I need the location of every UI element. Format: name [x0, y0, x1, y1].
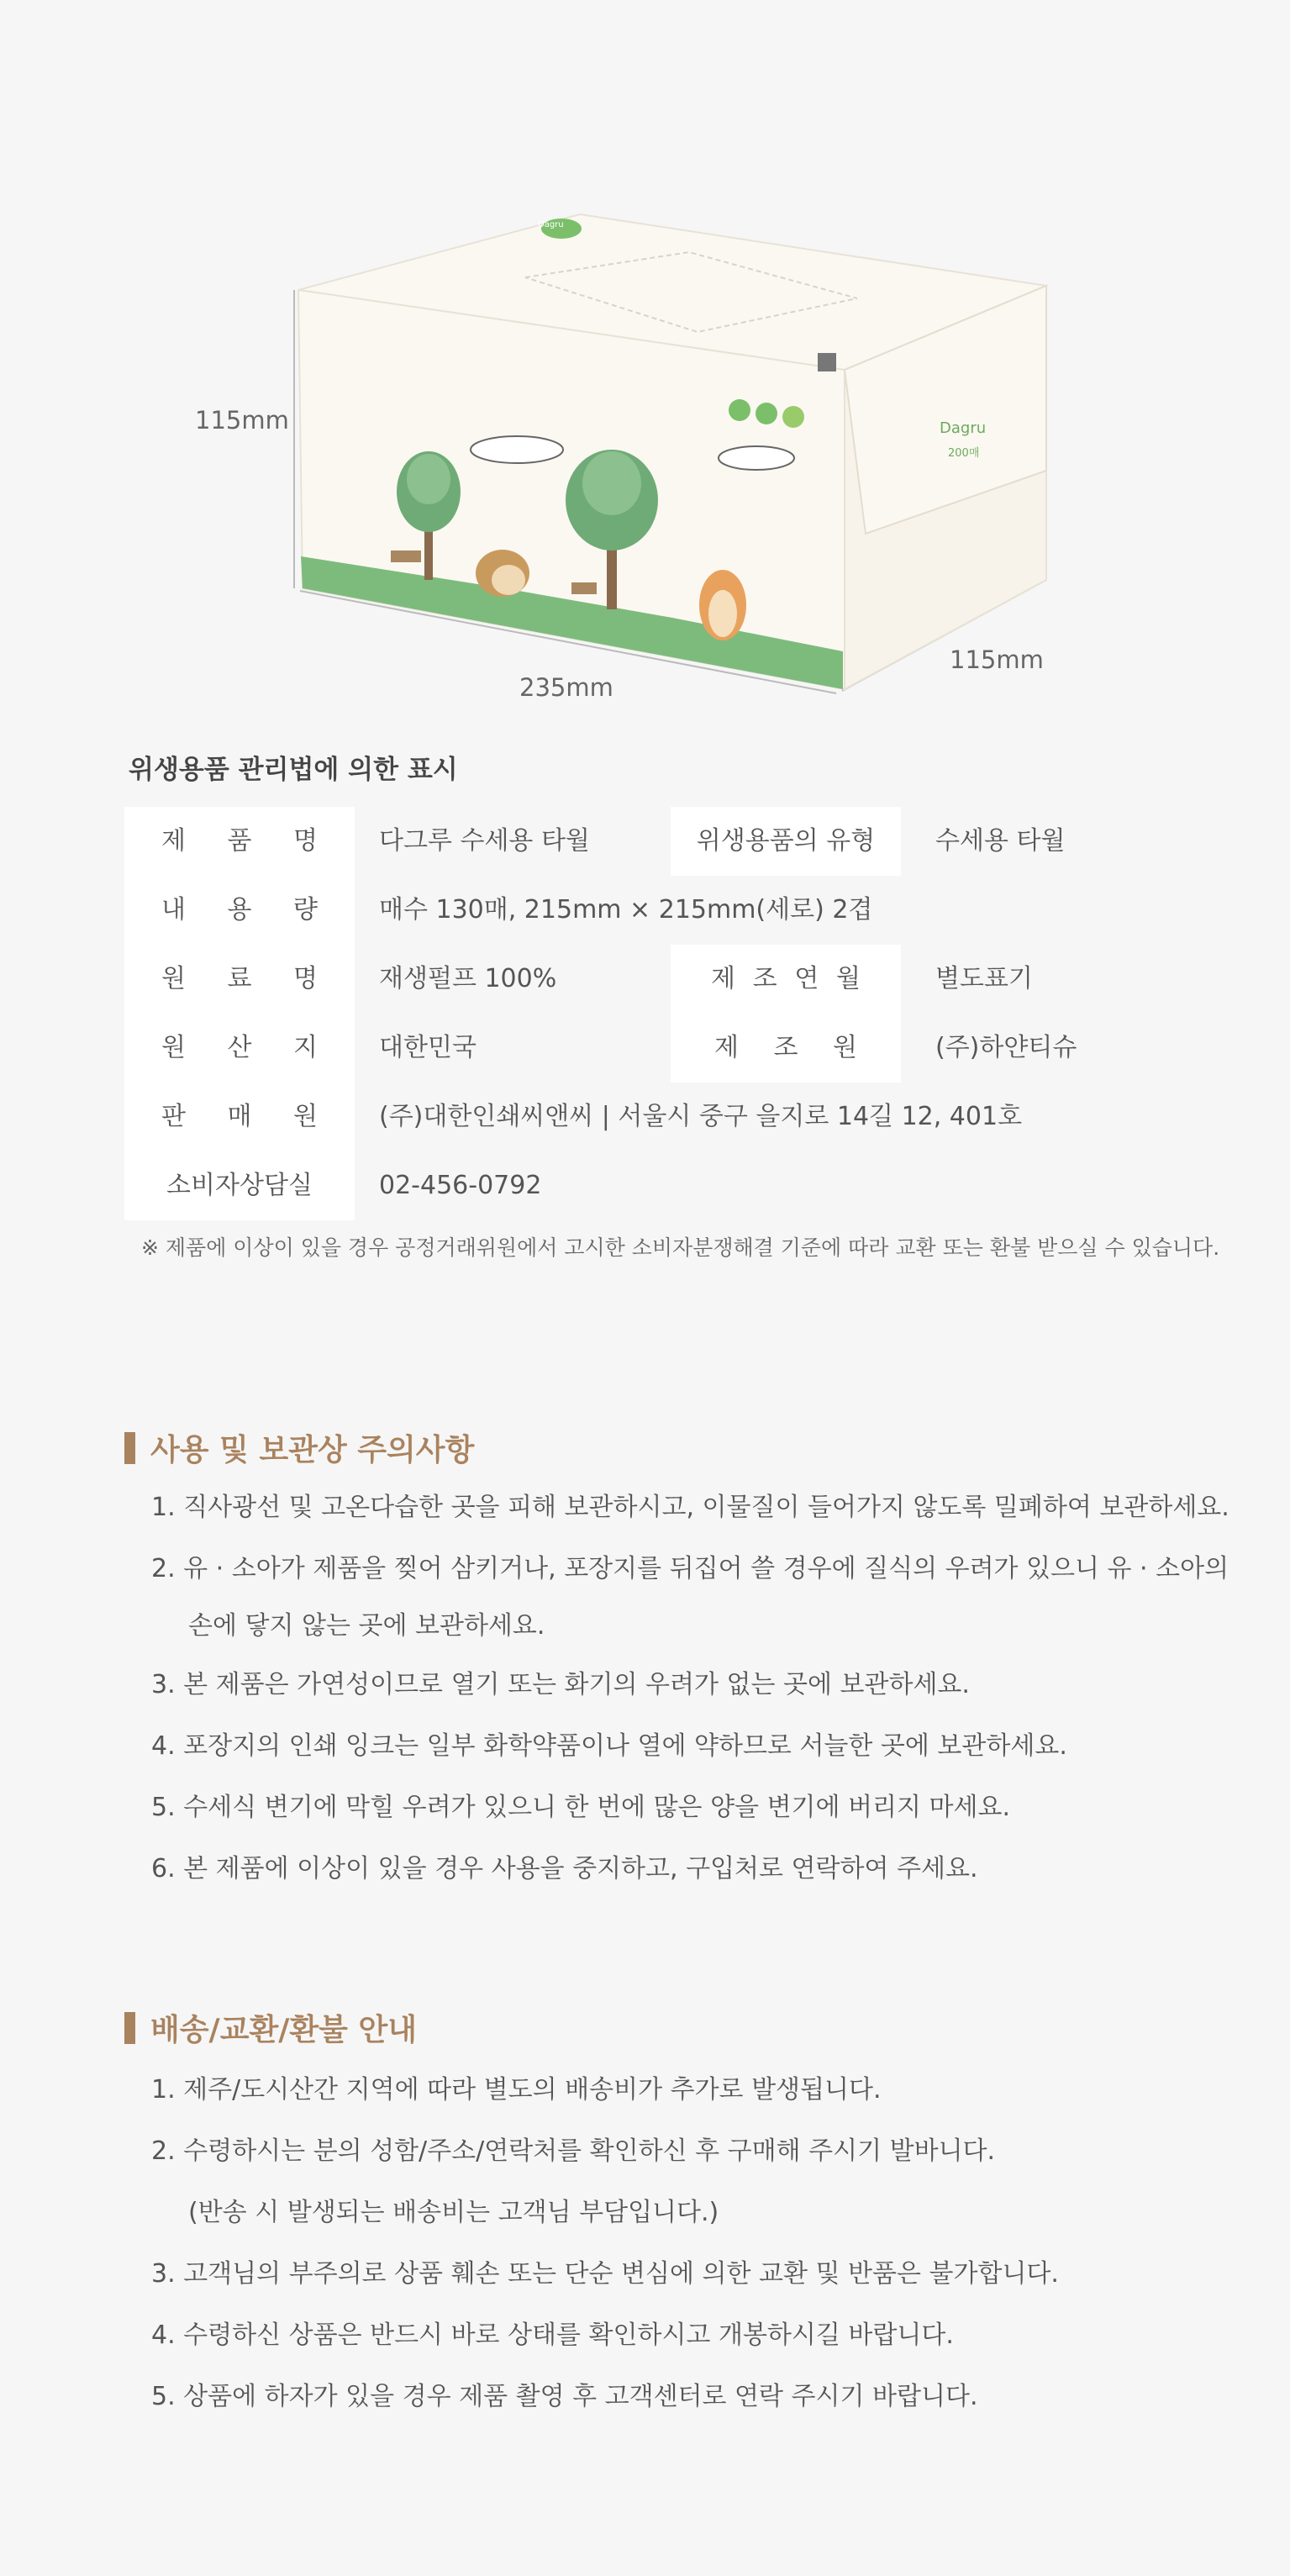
product-box-illustration — [0, 0, 1290, 723]
row-label: 판 매 원 — [124, 1083, 355, 1151]
table-row — [124, 807, 1192, 876]
table-row — [124, 1014, 1192, 1083]
row-label: 내 용 량 — [124, 876, 355, 945]
row-value: 대한민국 — [379, 1033, 477, 1062]
list-item: 손에 닿지 않는 곳에 보관하세요. — [188, 1611, 545, 1641]
row-value: 재생펄프 100% — [379, 964, 557, 993]
caution-list — [151, 1477, 1235, 1899]
spec-note: ※ 제품에 이상이 있을 경우 공정거래위원에서 고시한 소비자분쟁해결 기준에 따라 교환 또는 환불 받으실 수 있습니다. — [141, 1235, 1220, 1260]
width-dimension-label: 235mm — [519, 673, 613, 702]
list-item: 6. 본 제품에 이상이 있을 경우 사용을 중지하고, 구입처로 연락하여 주세요. — [151, 1854, 978, 1883]
table-row — [124, 876, 1192, 945]
row-value-secondary: 별도표기 — [935, 964, 1033, 993]
list-item: 2. 유 · 소아가 제품을 찢어 삼키거나, 포장지를 뒤집어 쓸 경우에 질식의 우려가 있으니 유 · 소아의 — [151, 1554, 1229, 1583]
table-row — [124, 945, 1192, 1014]
row-label: 소비자상담실 — [124, 1151, 355, 1220]
delivery-heading — [124, 2006, 417, 2049]
row-value: (주)대한인쇄씨앤씨 | 서울시 중구 을지로 14길 12, 401호 — [379, 1102, 1023, 1131]
row-label: 제 품 명 — [124, 807, 355, 876]
list-item: 3. 본 제품은 가연성이므로 열기 또는 화기의 우려가 없는 곳에 보관하세요. — [151, 1670, 970, 1699]
row-value: 다그루 수세용 타월 — [379, 826, 590, 856]
row-value-secondary: (주)하얀티슈 — [935, 1033, 1077, 1062]
top-brand-logo: Dagru — [538, 220, 564, 229]
list-item: (반송 시 발생되는 배송비는 고객님 부담입니다.) — [188, 2198, 719, 2227]
row-label: 원 료 명 — [124, 945, 355, 1014]
list-item: 5. 수세식 변기에 막힐 우려가 있으니 한 번에 많은 양을 변기에 버리지 마세요. — [151, 1793, 1010, 1822]
row-value: 매수 130매, 215mm × 215mm(세로) 2겹 — [379, 895, 873, 925]
height-dimension-label: 115mm — [195, 406, 289, 435]
table-row — [124, 1083, 1192, 1151]
spec-table — [124, 807, 1192, 1220]
depth-dimension-label: 115mm — [950, 645, 1044, 674]
caution-title: 사용 및 보관상 주의사항 — [150, 1433, 475, 1467]
list-item: 2. 수령하시는 분의 성함/주소/연락처를 확인하신 후 구매해 주시기 발바니다. — [151, 2136, 996, 2166]
table-row — [124, 1151, 1192, 1220]
delivery-title: 배송/교환/환불 안내 — [150, 2013, 418, 2047]
side-brand-logo: Dagru — [940, 419, 987, 437]
heading-bar — [124, 2012, 135, 2044]
row-label-secondary: 제 조 원 — [671, 1014, 901, 1083]
list-item: 3. 고객님의 부주의로 상품 훼손 또는 단순 변심에 의한 교환 및 반품은 불가합니다. — [151, 2259, 1059, 2289]
list-item: 4. 수령하신 상품은 반드시 바로 상태를 확인하시고 개봉하시길 바랍니다. — [151, 2321, 954, 2350]
list-item: 4. 포장지의 인쇄 잉크는 일부 화학약품이나 열에 약하므로 서늘한 곳에 보관하세요. — [151, 1731, 1067, 1761]
list-item: 5. 상품에 하자가 있을 경우 제품 촬영 후 고객센터로 연락 주시기 바랍니다. — [151, 2382, 978, 2411]
row-label-secondary: 제 조 연 월 — [671, 945, 901, 1014]
heading-bar — [124, 1432, 135, 1464]
list-item: 1. 제주/도시산간 지역에 따라 별도의 배송비가 추가로 발생됩니다. — [151, 2075, 882, 2105]
list-item: 1. 직사광선 및 고온다습한 곳을 피해 보관하시고, 이물질이 들어가지 않도록 밀폐하여 보관하세요. — [151, 1493, 1229, 1522]
caution-heading — [124, 1426, 474, 1469]
tissue-box-drawing — [0, 0, 1290, 723]
row-label: 원 산 지 — [124, 1014, 355, 1083]
spec-title: 위생용품 관리법에 의한 표시 — [129, 755, 458, 785]
row-label-secondary: 위생용품의 유형 — [671, 807, 901, 876]
delivery-list — [151, 2059, 1235, 2427]
side-count-text: 200매 — [948, 447, 980, 460]
row-value: 02-456-0792 — [379, 1171, 542, 1200]
row-value-secondary: 수세용 타월 — [935, 826, 1066, 856]
